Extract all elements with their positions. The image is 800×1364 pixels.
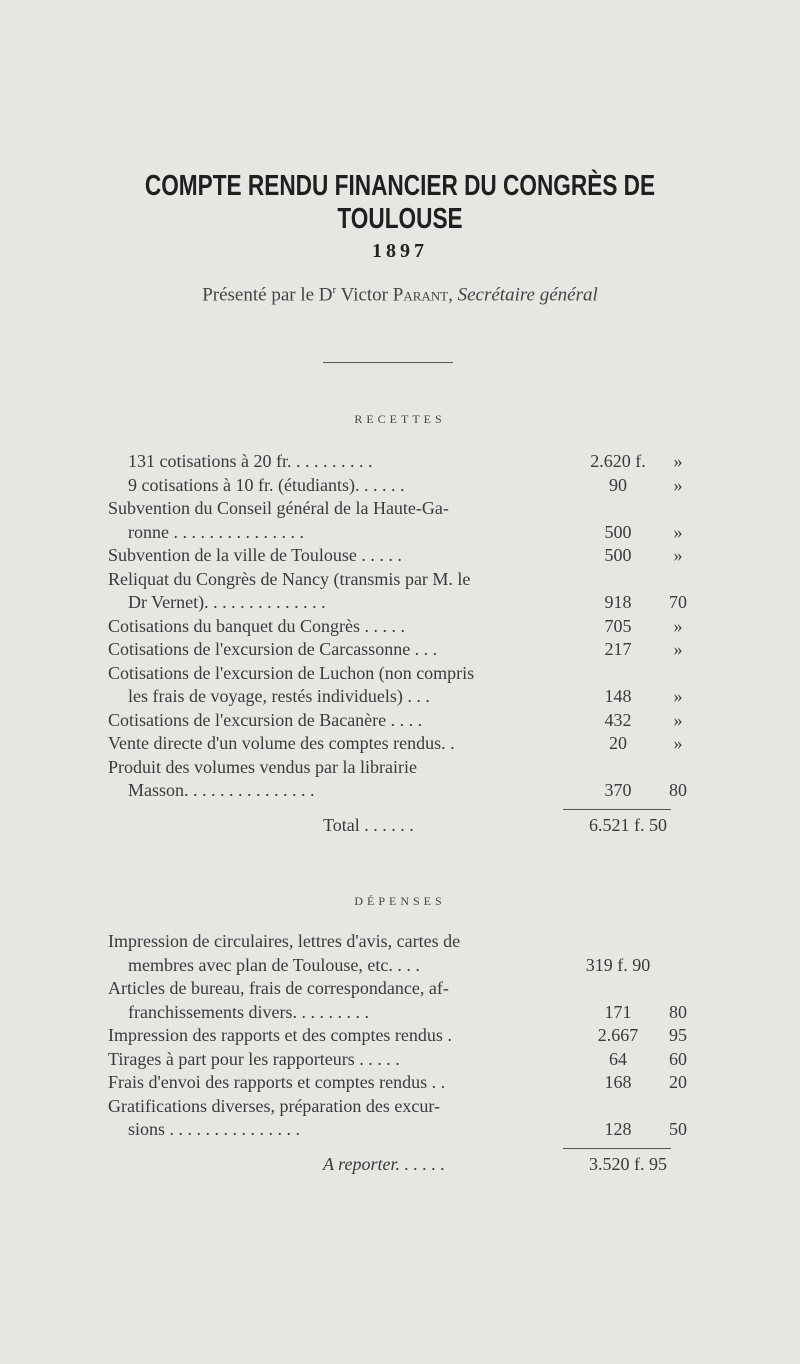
row-amount: 2.667	[597, 1025, 639, 1045]
presented-prefix: Présenté par le D	[202, 284, 333, 306]
row-label: sions . . . . . . . . . . . . . . .	[128, 1119, 301, 1139]
row-label: Produit des volumes vendus par la librairie	[108, 756, 417, 777]
total-label: Total . . . . . .	[323, 814, 414, 835]
sum-rule	[563, 1148, 671, 1149]
document-year: 1897	[372, 240, 428, 262]
row-amount: 319 f. 90	[585, 954, 651, 975]
table-row	[108, 450, 708, 474]
row-label: Vente directe d'un volume des comptes rendus. .	[108, 733, 455, 753]
table-row	[108, 930, 708, 954]
row-cents: »	[673, 545, 683, 565]
document-title: COMPTE RENDU FINANCIER DU CONGRÈS DE TOULOUSE	[144, 170, 656, 235]
presented-by: Présenté par le $D^r$ Victor Parant, Secrétaire général	[202, 284, 598, 306]
table-row	[108, 1118, 708, 1142]
row-cents: »	[673, 474, 683, 495]
presented-first-name: Victor	[340, 284, 389, 306]
row-label: Masson. . . . . . . . . . . . . . .	[128, 780, 315, 800]
row-cents: »	[673, 733, 683, 753]
row-amount: 20	[609, 733, 627, 753]
row-cents: 80	[669, 780, 687, 800]
row-label: Dr Vernet). . . . . . . . . . . . . .	[128, 592, 326, 612]
row-amount: 370	[604, 780, 632, 800]
row-label: Articles de bureau, frais de correspondance, af-	[108, 978, 449, 998]
row-cents: 60	[669, 1048, 687, 1069]
row-cents: 95	[669, 1025, 687, 1045]
table-row	[108, 779, 708, 803]
row-amount: 171	[604, 1001, 632, 1022]
depenses-heading: DÉPENSES	[354, 894, 446, 908]
row-amount: 217	[604, 639, 632, 659]
row-label: Subvention du Conseil général de la Haute-Ga-	[108, 498, 449, 518]
row-amount: 2.620 f.	[590, 451, 646, 471]
table-row	[108, 474, 708, 498]
row-cents: »	[673, 451, 683, 471]
row-amount: 918	[604, 592, 632, 612]
table-row	[108, 521, 708, 545]
row-label: Cotisations de l'excursion de Luchon (non compris	[108, 662, 475, 683]
presented-role: Secrétaire général	[457, 284, 598, 306]
row-amount: 500	[604, 545, 632, 565]
row-label: Gratifications diverses, préparation des excur-	[108, 1095, 441, 1116]
total-amount: 3.520 f. 95	[589, 1153, 667, 1174]
recettes-list	[108, 450, 708, 837]
row-amount: 128	[604, 1119, 632, 1139]
row-amount: 148	[604, 686, 632, 706]
table-row	[108, 732, 708, 756]
table-row	[108, 1071, 708, 1095]
table-row	[108, 1048, 708, 1072]
table-row	[108, 977, 708, 1001]
row-label: Frais d'envoi des rapports et comptes rendus . .	[108, 1072, 446, 1092]
presented-sup: r	[332, 284, 337, 296]
total-row	[108, 814, 708, 838]
row-cents: »	[673, 639, 683, 659]
table-row	[108, 568, 708, 592]
row-cents: 70	[669, 592, 687, 612]
row-amount: 90	[609, 474, 627, 495]
total-label: A reporter. . . . . .	[323, 1153, 446, 1174]
table-row	[108, 685, 708, 709]
table-row	[108, 591, 708, 615]
table-row	[108, 497, 708, 521]
row-label: ronne . . . . . . . . . . . . . . .	[128, 521, 304, 542]
row-label: Cotisations de l'excursion de Carcassonne . . .	[108, 639, 438, 659]
total-row	[108, 1153, 708, 1177]
row-amount: 500	[604, 521, 632, 542]
recettes-heading: RECETTES	[354, 412, 446, 426]
presented-last-name: Parant	[392, 284, 449, 306]
table-row	[108, 615, 708, 639]
row-cents: 50	[669, 1119, 687, 1139]
table-row	[108, 1001, 708, 1025]
title-divider	[323, 362, 453, 363]
row-label: Cotisations du banquet du Congrès . . . . .	[108, 615, 405, 636]
row-label: Subvention de la ville de Toulouse . . . . .	[108, 545, 402, 565]
table-row	[108, 1024, 708, 1048]
row-cents: 80	[669, 1001, 687, 1022]
row-label: Reliquat du Congrès de Nancy (transmis par M. le	[108, 568, 471, 589]
row-cents: »	[673, 709, 683, 730]
row-label: Tirages à part pour les rapporteurs . . . . .	[108, 1048, 400, 1069]
table-row	[108, 954, 708, 978]
row-amount: 432	[604, 709, 632, 730]
table-row	[108, 756, 708, 780]
row-label: 9 cotisations à 10 fr. (étudiants). . . . . .	[128, 474, 405, 495]
sum-rule	[563, 809, 671, 810]
row-label: les frais de voyage, restés individuels) . . .	[128, 686, 430, 706]
row-label: Impression des rapports et des comptes rendus .	[108, 1025, 452, 1045]
row-cents: 20	[669, 1072, 687, 1092]
row-cents: »	[673, 686, 683, 706]
total-amount: 6.521 f. 50	[589, 814, 667, 835]
row-amount: 64	[609, 1048, 627, 1069]
row-label: franchissements divers. . . . . . . . .	[128, 1001, 369, 1022]
row-label: Impression de circulaires, lettres d'avis, cartes de	[108, 931, 461, 951]
table-row	[108, 662, 708, 686]
table-row	[108, 638, 708, 662]
row-label: 131 cotisations à 20 fr. . . . . . . . . .	[128, 451, 373, 471]
table-row	[108, 709, 708, 733]
row-amount: 705	[604, 615, 632, 636]
table-row	[108, 544, 708, 568]
depenses-list	[108, 930, 708, 1176]
row-label: membres avec plan de Toulouse, etc. . . .	[128, 954, 420, 975]
row-amount: 168	[604, 1072, 632, 1092]
row-cents: »	[673, 615, 683, 636]
table-row	[108, 1095, 708, 1119]
row-label: Cotisations de l'excursion de Bacanère . . . .	[108, 709, 423, 730]
row-cents: »	[673, 521, 683, 542]
